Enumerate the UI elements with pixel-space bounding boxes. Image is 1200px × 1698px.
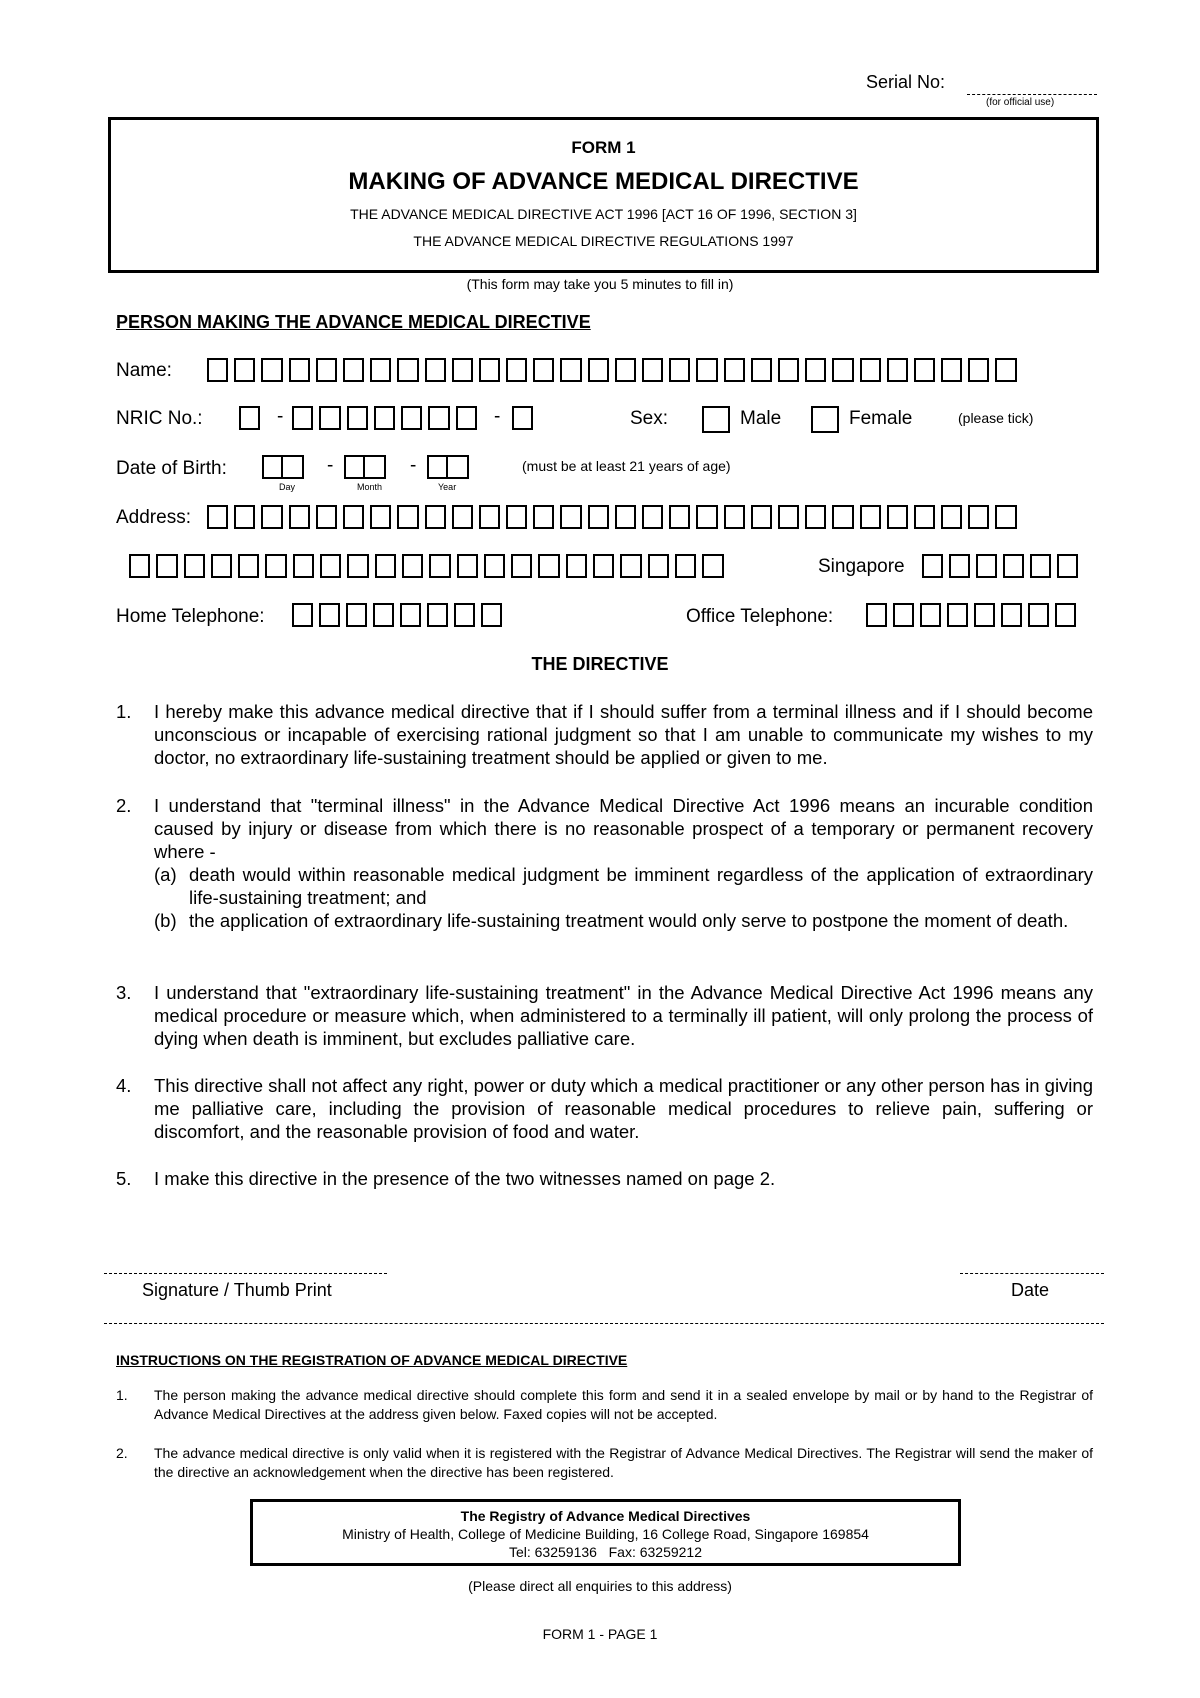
time-note: (This form may take you 5 minutes to fill in) — [466, 276, 734, 292]
character-box[interactable] — [1001, 603, 1022, 627]
registry-address-box — [250, 1499, 961, 1566]
address-line-1-field[interactable] — [207, 505, 1017, 529]
character-box[interactable] — [860, 358, 881, 382]
character-box[interactable] — [425, 505, 446, 529]
character-box[interactable] — [805, 358, 826, 382]
dob-dash-1: - — [327, 455, 334, 476]
character-box[interactable] — [696, 505, 717, 529]
character-box[interactable] — [452, 505, 473, 529]
character-box[interactable] — [778, 358, 799, 382]
age-note: (must be at least 21 years of age) — [522, 458, 731, 474]
home-tel-field[interactable] — [292, 603, 502, 627]
dob-label: Date of Birth: — [116, 458, 227, 479]
directive-item-number: 3. — [116, 982, 132, 1003]
character-box[interactable] — [1030, 554, 1051, 578]
character-box[interactable] — [533, 358, 554, 382]
character-box[interactable] — [511, 554, 532, 578]
character-box[interactable] — [968, 358, 989, 382]
character-box[interactable] — [588, 505, 609, 529]
character-box[interactable] — [347, 554, 368, 578]
character-box[interactable] — [805, 505, 826, 529]
character-box[interactable] — [211, 554, 232, 578]
please-tick-note: (please tick) — [958, 410, 1034, 426]
character-box[interactable] — [642, 505, 663, 529]
character-box[interactable] — [1003, 554, 1024, 578]
character-box[interactable] — [484, 554, 505, 578]
character-box[interactable] — [261, 358, 282, 382]
male-checkbox[interactable] — [702, 406, 730, 433]
character-box[interactable] — [375, 554, 396, 578]
sub-item-key: (a) — [154, 864, 177, 885]
character-box[interactable] — [373, 603, 394, 627]
character-box[interactable] — [289, 358, 310, 382]
instructions-heading: INSTRUCTIONS ON THE REGISTRATION OF ADVANCE MEDICAL DIRECTIVE — [116, 1352, 628, 1368]
character-box[interactable] — [947, 603, 968, 627]
character-box[interactable] — [370, 505, 391, 529]
character-box[interactable] — [949, 554, 970, 578]
character-box[interactable] — [866, 603, 887, 627]
directive-item-1 — [116, 700, 1093, 769]
character-box[interactable] — [207, 505, 228, 529]
character-box[interactable] — [428, 406, 449, 430]
directive-item-number: 2. — [116, 795, 132, 816]
character-box[interactable] — [129, 554, 150, 578]
dob-day-caption: Day — [279, 482, 296, 492]
character-box[interactable] — [184, 554, 205, 578]
character-box[interactable] — [702, 554, 723, 578]
character-box[interactable] — [156, 554, 177, 578]
character-box[interactable] — [974, 603, 995, 627]
character-box[interactable] — [751, 505, 772, 529]
character-box[interactable] — [675, 554, 696, 578]
character-box[interactable] — [696, 358, 717, 382]
directive-item-3 — [116, 981, 1093, 1050]
office-tel-label: Office Telephone: — [686, 606, 834, 627]
registry-contact: Tel: 63259136 Fax: 63259212 — [508, 1544, 703, 1560]
directive-item-text: I understand that "terminal illness" in the Advance Medical Directive Act 1996 means an incurable condition caused by injury or disease from which there is no reasonable prospect of a temporary or permanent recovery where - — [154, 795, 1093, 862]
character-box[interactable] — [343, 358, 364, 382]
directive-item-2 — [116, 794, 1093, 932]
character-box[interactable] — [920, 603, 941, 627]
character-box[interactable] — [1028, 603, 1049, 627]
directive-item-number: 1. — [116, 701, 132, 722]
date-line[interactable] — [960, 1273, 1104, 1274]
character-box[interactable] — [588, 358, 609, 382]
female-label: Female — [849, 408, 913, 429]
character-box[interactable] — [642, 358, 663, 382]
registry-address: Ministry of Health, College of Medicine Building, 16 College Road, Singapore 169854 — [342, 1526, 869, 1542]
dob-month-caption: Month — [357, 482, 383, 492]
character-box[interactable] — [887, 505, 908, 529]
character-box[interactable] — [234, 358, 255, 382]
dob-year-field[interactable] — [427, 455, 469, 479]
form-label: FORM 1 — [571, 138, 636, 157]
date-label: Date — [1011, 1280, 1050, 1300]
character-box[interactable] — [1057, 554, 1078, 578]
instruction-item-number: 2. — [116, 1445, 128, 1461]
character-box[interactable] — [319, 603, 340, 627]
character-box[interactable] — [648, 554, 669, 578]
page-footer: FORM 1 - PAGE 1 — [542, 1626, 658, 1642]
character-box[interactable] — [560, 505, 581, 529]
regulations-line: THE ADVANCE MEDICAL DIRECTIVE REGULATIONS 1997 — [413, 233, 794, 249]
female-checkbox[interactable] — [811, 406, 839, 433]
directive-item-text: This directive shall not affect any right, power or duty which a medical practitioner or any other person has in giving me palliative care, including the provision of reasonable medical procedures to relieve pain, suffering or discomfort, and the reasonable provision of food and water. — [154, 1075, 1093, 1142]
character-box[interactable] — [429, 554, 450, 578]
instruction-item-2 — [116, 1444, 1093, 1482]
address-line-2-field[interactable] — [129, 554, 724, 578]
character-box[interactable] — [560, 358, 581, 382]
character-box[interactable] — [976, 554, 997, 578]
directive-item-number: 5. — [116, 1168, 132, 1189]
sex-label: Sex: — [630, 408, 669, 429]
character-box[interactable] — [292, 603, 313, 627]
form-title: MAKING OF ADVANCE MEDICAL DIRECTIVE — [348, 168, 859, 195]
character-box[interactable] — [941, 358, 962, 382]
instruction-item-text: The advance medical directive is only valid when it is registered with the Registrar of Advance Medical Directives. The Registrar will send the maker of the directive an acknowledgement when the directive has been registered. — [154, 1445, 1093, 1480]
character-box[interactable] — [401, 406, 422, 430]
character-box[interactable] — [261, 505, 282, 529]
nric-prefix-box[interactable] — [239, 406, 260, 430]
character-box[interactable] — [402, 554, 423, 578]
sub-item-key: (b) — [154, 910, 177, 931]
instruction-item-1 — [116, 1386, 1093, 1424]
signature-line[interactable] — [104, 1273, 387, 1274]
character-box[interactable] — [887, 358, 908, 382]
character-box[interactable] — [347, 406, 368, 430]
instruction-item-number: 1. — [116, 1387, 128, 1403]
character-box[interactable] — [320, 554, 341, 578]
character-box[interactable] — [914, 505, 935, 529]
character-box[interactable] — [566, 554, 587, 578]
character-box[interactable] — [620, 554, 641, 578]
address-label: Address: — [116, 507, 191, 528]
title-box — [108, 117, 1099, 273]
signature-label: Signature / Thumb Print — [142, 1280, 332, 1300]
character-box[interactable] — [343, 505, 364, 529]
name-label: Name: — [116, 360, 172, 381]
nric-suffix-box[interactable] — [512, 406, 533, 430]
directive-heading: THE DIRECTIVE — [531, 654, 669, 674]
enquiries-note: (Please direct all enquiries to this address) — [468, 1578, 732, 1594]
character-box[interactable] — [941, 505, 962, 529]
character-box[interactable] — [319, 406, 340, 430]
character-box[interactable] — [615, 505, 636, 529]
character-box[interactable] — [832, 505, 853, 529]
character-box[interactable] — [995, 358, 1016, 382]
character-box[interactable] — [293, 554, 314, 578]
dob-day-field[interactable] — [262, 455, 304, 479]
character-box[interactable] — [506, 505, 527, 529]
serial-label: Serial No: — [866, 72, 946, 92]
character-box[interactable] — [860, 505, 881, 529]
character-box[interactable] — [778, 505, 799, 529]
singapore-label: Singapore — [818, 556, 905, 577]
character-box[interactable] — [346, 603, 367, 627]
registry-name: The Registry of Advance Medical Directives — [460, 1508, 751, 1524]
act-line: THE ADVANCE MEDICAL DIRECTIVE ACT 1996 [ACT 16 OF 1996, SECTION 3] — [350, 206, 857, 222]
sub-item-text: the application of extraordinary life-sustaining treatment would only serve to postpone the moment of death. — [189, 910, 1069, 931]
character-box[interactable] — [669, 358, 690, 382]
character-box[interactable] — [374, 406, 395, 430]
character-box[interactable] — [207, 358, 228, 382]
nric-digits-field[interactable] — [292, 406, 477, 430]
official-use-note: (for official use) — [986, 97, 1055, 108]
sub-item-text: death would within reasonable medical judgment be imminent regardless of the application of extraordinary life-sustaining treatment; and — [189, 864, 1093, 908]
character-box[interactable] — [454, 603, 475, 627]
character-box[interactable] — [397, 358, 418, 382]
character-box[interactable] — [922, 554, 943, 578]
character-box[interactable] — [506, 358, 527, 382]
character-box[interactable] — [615, 358, 636, 382]
character-box[interactable] — [452, 358, 473, 382]
character-box[interactable] — [292, 406, 313, 430]
postal-code-field[interactable] — [922, 554, 1078, 578]
character-box[interactable] — [397, 505, 418, 529]
character-box[interactable] — [914, 358, 935, 382]
character-box[interactable] — [289, 505, 310, 529]
home-tel-label: Home Telephone: — [116, 606, 265, 627]
character-box[interactable] — [456, 406, 477, 430]
nric-dash-1: - — [277, 406, 284, 427]
character-box[interactable] — [893, 603, 914, 627]
character-box[interactable] — [832, 358, 853, 382]
character-box[interactable] — [265, 554, 286, 578]
character-box[interactable] — [751, 358, 772, 382]
dob-month-field[interactable] — [344, 455, 386, 479]
directive-item-text: I hereby make this advance medical directive that if I should suffer from a terminal illness and if I should become unconscious or incapable of exercising rational judgment so that I am unable to communicate my wishes to my doctor, no extraordinary life-sustaining treatment should be applied or given to me. — [154, 701, 1093, 768]
directive-item-4 — [116, 1074, 1093, 1143]
character-box[interactable] — [316, 358, 337, 382]
character-box[interactable] — [593, 554, 614, 578]
directive-item-5 — [116, 1167, 1093, 1190]
character-box[interactable] — [457, 554, 478, 578]
directive-item-text: I understand that "extraordinary life-sustaining treatment" in the Advance Medical Directive Act 1996 means any medical procedure or measure which, when administered to a terminally ill patient, will only prolong the process of dying when death is imminent, but excludes palliative care. — [154, 982, 1093, 1049]
character-box[interactable] — [427, 603, 448, 627]
dob-year-caption: Year — [438, 482, 457, 492]
character-box[interactable] — [1055, 603, 1076, 627]
character-box[interactable] — [316, 505, 337, 529]
character-box[interactable] — [968, 505, 989, 529]
name-field[interactable] — [207, 358, 1017, 382]
instruction-item-text: The person making the advance medical directive should complete this form and send it in a sealed envelope by mail or by hand to the Registrar of Advance Medical Directives at the address given below. Faxed copies will not be accepted. — [154, 1387, 1093, 1422]
character-box[interactable] — [724, 358, 745, 382]
character-box[interactable] — [238, 554, 259, 578]
character-box[interactable] — [481, 603, 502, 627]
directive-sub-item-b — [154, 909, 1093, 932]
character-box[interactable] — [370, 358, 391, 382]
serial-input-line[interactable] — [967, 94, 1097, 95]
character-box[interactable] — [479, 505, 500, 529]
nric-dash-2: - — [494, 406, 501, 427]
character-box[interactable] — [400, 603, 421, 627]
nric-label: NRIC No.: — [116, 408, 203, 429]
office-tel-field[interactable] — [866, 603, 1076, 627]
character-box[interactable] — [234, 505, 255, 529]
directive-item-text: I make this directive in the presence of the two witnesses named on page 2. — [154, 1168, 776, 1189]
section-divider — [104, 1323, 1104, 1324]
character-box[interactable] — [479, 358, 500, 382]
character-box[interactable] — [425, 358, 446, 382]
character-box[interactable] — [533, 505, 554, 529]
person-section-heading: PERSON MAKING THE ADVANCE MEDICAL DIRECTIVE — [116, 312, 591, 332]
character-box[interactable] — [538, 554, 559, 578]
character-box[interactable] — [669, 505, 690, 529]
male-label: Male — [740, 408, 782, 429]
character-box[interactable] — [995, 505, 1016, 529]
dob-dash-2: - — [410, 455, 417, 476]
directive-item-number: 4. — [116, 1075, 132, 1096]
directive-sub-item-a — [154, 863, 1093, 909]
character-box[interactable] — [724, 505, 745, 529]
